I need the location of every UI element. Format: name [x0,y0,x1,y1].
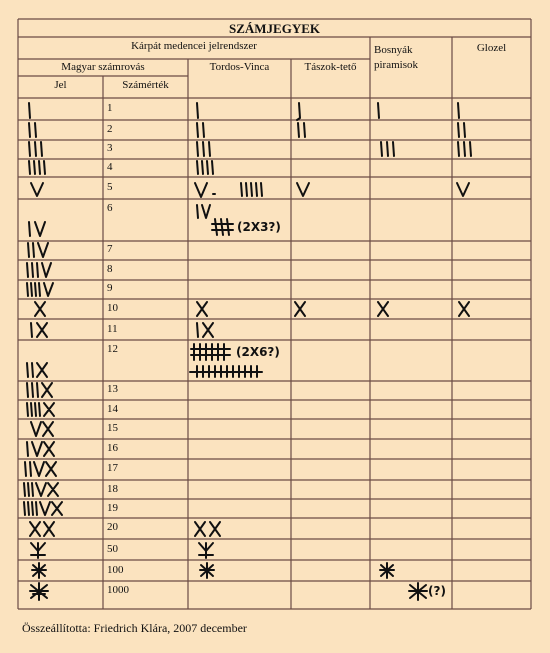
tordos-10-sign [197,302,207,316]
value-20: 20 [107,521,118,533]
jel-15-sign [31,422,53,436]
jel-19-sign [24,502,62,515]
value-14: 14 [107,403,118,415]
jel-17-sign [25,462,56,476]
header-magyar: Magyar számrovás [61,61,145,73]
jel-6-sign [29,222,45,236]
glozel-2-sign [458,123,465,137]
bosnyak-1-sign [378,103,379,118]
value-13: 13 [107,383,118,395]
jel-10-sign [35,302,45,316]
header-bosnyak: Bosnyák piramisok [374,44,418,71]
value-6: 6 [107,202,113,214]
jel-5-sign [31,183,43,196]
bosnyak-1000-sign [409,583,427,600]
value-11: 11 [107,323,118,335]
glozel-1-sign [458,103,459,118]
glozel-3-sign [458,142,471,156]
value-3: 3 [107,142,113,154]
header-glozel: Glozel [476,42,507,54]
tordos-11-sign [197,323,213,337]
tordos-4-sign [197,161,213,174]
header-szamertek: Számérték [122,79,169,91]
jel-14-sign [27,403,54,416]
value-16: 16 [107,442,118,454]
tordos-20-sign [195,522,220,536]
tordos-5-sign [195,183,262,197]
value-5: 5 [107,181,113,193]
taszok-2-sign [298,123,305,137]
tordos-3-sign [197,142,210,156]
value-15: 15 [107,422,118,434]
jel-3-sign [29,142,42,156]
jel-1000-sign [30,583,48,600]
taszok-5-sign [297,183,309,196]
jel-4-sign [29,161,45,174]
jel-2-sign [29,123,36,137]
jel-12-sign [27,363,47,377]
jel-1-sign [29,103,30,118]
jel-50-sign [31,543,45,558]
value-17: 17 [107,462,118,474]
tordos-100-sign [200,563,214,578]
jel-20-sign [30,522,54,536]
jel-13-sign [27,383,52,397]
tordos-2-sign [197,123,204,137]
value-100: 100 [107,564,124,576]
value-2: 2 [107,123,113,135]
value-50: 50 [107,543,118,555]
value-4: 4 [107,161,113,173]
header-taszok: Tászok-tető [304,61,357,73]
tordos-50-sign [199,543,213,558]
value-9: 9 [107,282,113,294]
value-8: 8 [107,263,113,275]
value-19: 19 [107,502,118,514]
bosnyak-10-sign [378,302,388,316]
annotation-thousand: (?) [428,584,446,598]
value-1: 1 [107,102,113,114]
jel-18-sign [24,483,58,496]
glozel-10-sign [459,302,469,316]
tordos-6-sign [197,205,233,235]
jel-8-sign [27,263,51,277]
value-18: 18 [107,483,118,495]
jel-9-sign [27,283,53,296]
jel-16-sign [27,442,54,456]
taszok-1-sign [297,103,300,120]
bosnyak-3-sign [381,142,394,156]
jel-100-sign [32,563,46,578]
footer-credit: Összeállította: Friedrich Klára, 2007 december [22,621,247,635]
jel-7-sign [28,243,48,257]
annotation-six: (2X3?) [237,220,281,234]
value-10: 10 [107,302,118,314]
value-1000: 1000 [107,584,129,596]
header-jel: Jel [54,79,67,91]
header-tordos: Tordos-Vinca [209,61,270,73]
table-title: SZÁMJEGYEK [228,21,320,36]
annotation-twelve: (2X6?) [236,345,280,359]
tordos-1-sign [197,103,198,118]
taszok-10-sign [295,302,305,316]
value-7: 7 [107,243,113,255]
value-12: 12 [107,343,118,355]
header-group: Kárpát medencei jelrendszer [131,40,257,52]
glozel-5-sign [457,183,469,196]
bosnyak-100-sign [380,563,394,578]
jel-11-sign [31,323,47,337]
